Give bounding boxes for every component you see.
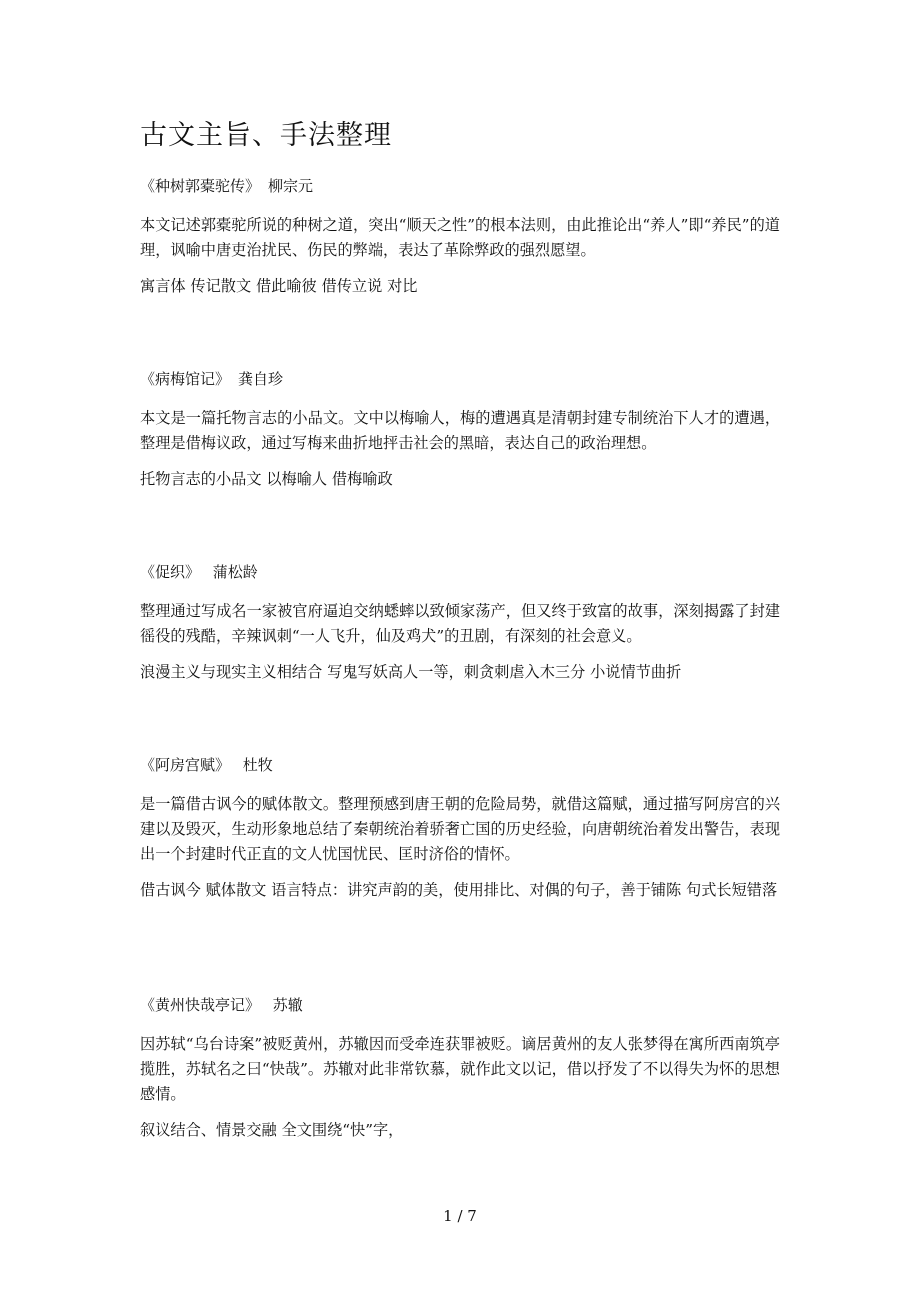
section-afanggong-fu bbox=[140, 754, 780, 906]
work-summary: 本文记述郭橐驼所说的种树之道，突出“顺天之性”的根本法则，由此推论出“养人”即“养民”的道理，讽喻中唐吏治扰民、伤民的弊端，表达了革除弊政的强烈愿望。 bbox=[140, 216, 780, 259]
page-title: 古文主旨、手法整理 bbox=[140, 120, 392, 151]
work-techniques: 托物言志的小品文 以梅喻人 借梅喻政 bbox=[140, 470, 393, 488]
work-author: 龚自珍 bbox=[238, 370, 284, 388]
work-author: 柳宗元 bbox=[268, 177, 314, 195]
section-bingmei-guanji bbox=[140, 368, 780, 495]
section-huangzhou-kuaizaiting-ji bbox=[140, 994, 780, 1146]
work-author: 杜牧 bbox=[238, 756, 273, 774]
section-cuzhi bbox=[140, 561, 780, 688]
work-author: 苏辙 bbox=[268, 996, 303, 1014]
section-heading bbox=[140, 754, 780, 776]
page-number: 1 / 7 bbox=[443, 1207, 477, 1225]
work-title: 《黄州快哉亭记》 bbox=[140, 996, 261, 1014]
work-techniques: 叙议结合、情景交融 全文围绕“快”字， bbox=[140, 1121, 404, 1139]
work-summary: 是一篇借古讽今的赋体散文。整理预感到唐王朝的危险局势，就借这篇赋，通过描写阿房宫的兴建以及毁灭，生动形象地总结了秦朝统治着骄奢亡国的历史经验，向唐朝统治着发出警告，表现出一个封建时代正直的文人忧国忧民、匡时济俗的情怀。 bbox=[140, 795, 780, 863]
section-heading bbox=[140, 175, 780, 197]
work-summary: 本文是一篇托物言志的小品文。文中以梅喻人，梅的遭遇真是清朝封建专制统治下人才的遭遇，整理是借梅议政，通过写梅来曲折地抨击社会的黑暗，表达自己的政治理想。 bbox=[140, 409, 780, 452]
work-title: 《种树郭橐驼传》 bbox=[140, 177, 261, 195]
work-title: 《病梅馆记》 bbox=[140, 370, 231, 388]
work-techniques: 借古讽今 赋体散文 语言特点：讲究声韵的美，使用排比、对偶的句子，善于铺陈 句式长短错落 bbox=[140, 881, 778, 899]
work-title: 《促织》 bbox=[140, 563, 201, 581]
section-zhongshu-guotuotuo-zhuan bbox=[140, 175, 780, 302]
work-summary: 因苏轼“乌台诗案”被贬黄州，苏辙因而受牵连获罪被贬。谪居黄州的友人张梦得在寓所西南筑亭揽胜，苏轼名之曰“快哉”。苏辙对此非常钦慕，就作此文以记，借以抒发了不以得失为怀的思想感情。 bbox=[140, 1035, 780, 1103]
section-heading bbox=[140, 994, 780, 1016]
work-author: 蒲松龄 bbox=[208, 563, 258, 581]
work-techniques: 浪漫主义与现实主义相结合 写鬼写妖高人一等，刺贪刺虐入木三分 小说情节曲折 bbox=[140, 663, 682, 681]
work-techniques: 寓言体 传记散文 借此喻彼 借传立说 对比 bbox=[140, 277, 418, 295]
section-heading bbox=[140, 561, 780, 583]
work-summary: 整理通过写成名一家被官府逼迫交纳蟋蟀以致倾家荡产，但又终于致富的故事，深刻揭露了封建徭役的残酷，辛辣讽刺“一人飞升，仙及鸡犬”的丑剧，有深刻的社会意义。 bbox=[140, 602, 780, 645]
work-title: 《阿房宫赋》 bbox=[140, 756, 231, 774]
section-heading bbox=[140, 368, 780, 390]
